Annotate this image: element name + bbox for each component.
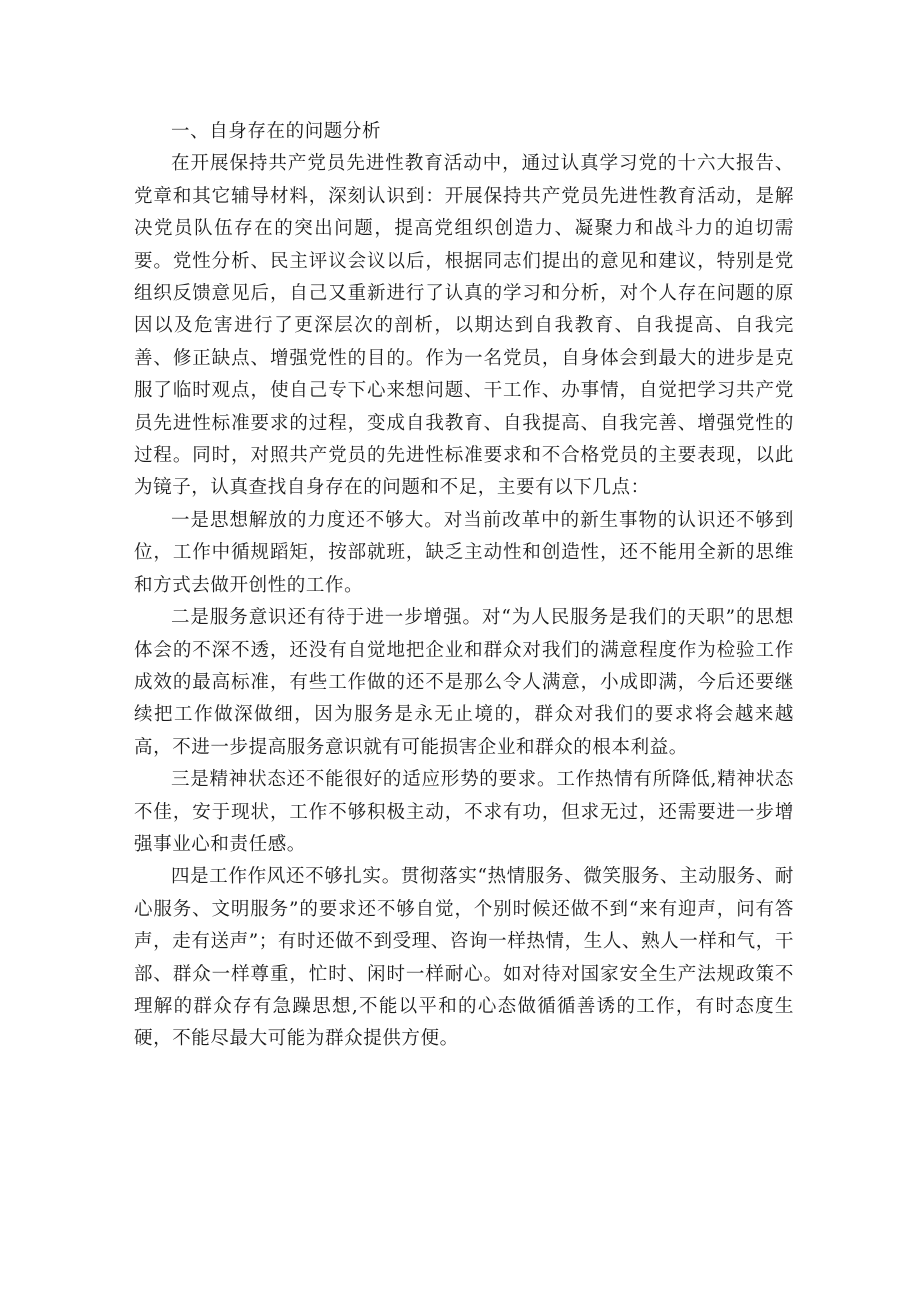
paragraph-point-3: 三是精神状态还不能很好的适应形势的要求。工作热情有所降低,精神状态不佳，安于现状，工作不够积极主动，不求有功，但求无过，还需要进一步增强事业心和责任感。 xyxy=(134,769,794,855)
paragraph-point-2: 二是服务意识还有待于进一步增强。对“为人民服务是我们的天职”的思想体会的不深不透，还没有自觉地把企业和群众对我们的满意程度作为检验工作成效的最高标准，有些工作做的还不是那么令人满意，小成即满，今后还要继续把工作做深做细，因为服务是永无止境的，群众对我们的要求将会越来越高，不进一步提高服务意识就有可能损害企业和群众的根本利益。 xyxy=(134,607,794,758)
paragraph-point-1: 一是思想解放的力度还不够大。对当前改革中的新生事物的认识还不够到位，工作中循规蹈矩，按部就班，缺乏主动性和创造性，还不能用全新的思维和方式去做开创性的工作。 xyxy=(134,509,794,596)
paragraph-intro: 在开展保持共产党员先进性教育活动中，通过认真学习党的十六大报告、党章和其它辅导材料，深刻认识到：开展保持共产党员先进性教育活动，是解决党员队伍存在的突出问题，提高党组织创造力、凝聚力和战斗力的迫切需要。党性分析、民主评议会议以后，根据同志们提出的意见和建议，特别是党组织反馈意见后，自己又重新进行了认真的学习和分析，对个人存在问题的原因以及危害进行了更深层次的剖析，以期达到自我教育、自我提高、自我完善、修正缺点、增强党性的目的。作为一名党员，自身体会到最大的进步是克服了临时观点，使自己专下心来想问题、干工作、办事情，自觉把学习共产党员先进性标准要求的过程，变成自我教育、自我提高、自我完善、增强党性的过程。同时，对照共产党员的先进性标准要求和不合格党员的主要表现，以此为镜子，认真查找自身存在的问题和不足，主要有以下几点： xyxy=(134,153,794,499)
paragraph-point-4: 四是工作作风还不够扎实。贯彻落实“热情服务、微笑服务、主动服务、耐心服务、文明服务”的要求还不够自觉，个别时候还做不到“来有迎声，问有答声，走有送声”；有时还做不到受理、咨询一样热情，生人、熟人一样和气，干部、群众一样尊重，忙时、闲时一样耐心。如对待对国家安全生产法规政策不理解的群众存有急躁思想,不能以平和的心态做循循善诱的工作，有时态度生硬，不能尽最大可能为群众提供方便。 xyxy=(134,866,794,1050)
section-heading: 一、自身存在的问题分析 xyxy=(171,121,382,142)
document-body xyxy=(134,116,794,1056)
